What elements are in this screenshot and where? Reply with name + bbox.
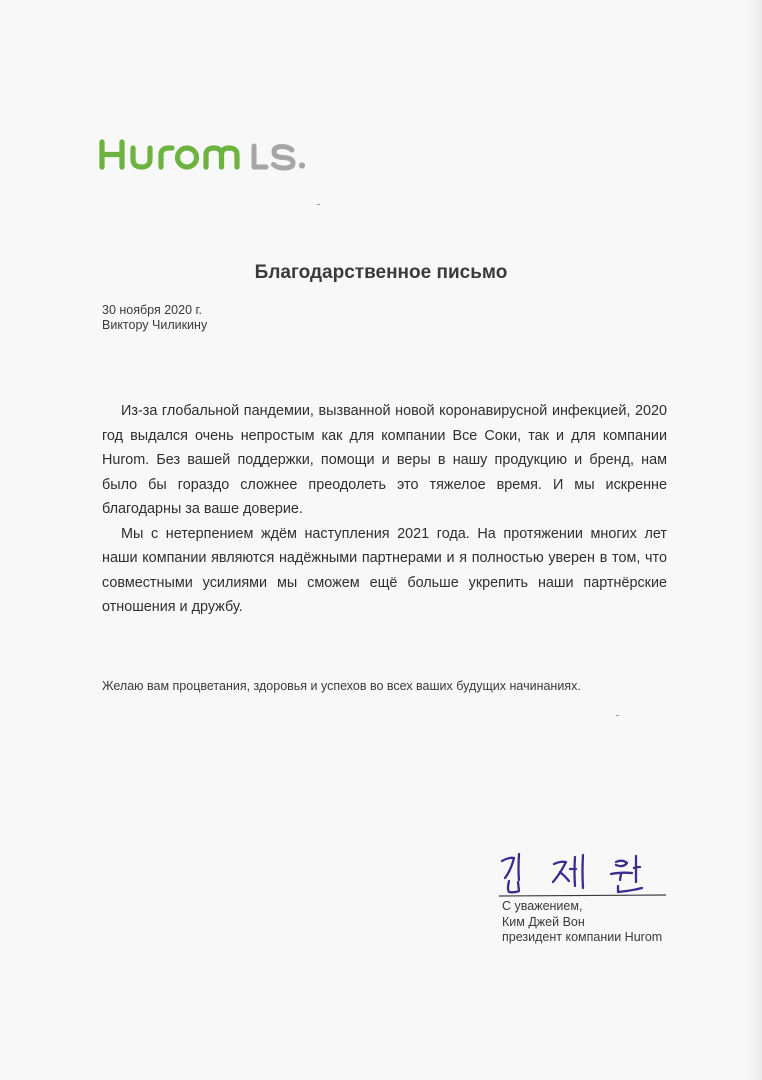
letter-header bbox=[102, 303, 207, 333]
logo-letter-h bbox=[102, 142, 122, 167]
closing: С уважением, bbox=[502, 899, 583, 913]
paper-speck bbox=[616, 715, 619, 716]
signer-name: Ким Джей Вон bbox=[502, 914, 585, 929]
hurom-logo-graphic bbox=[98, 136, 348, 176]
letter-paragraph: Мы с нетерпением ждём наступления 2021 года. На протяжении многих лет наши компании являются надёжными партнерами и я полностью уверен в том, что совместными усилиями мы сможем ещё больше укрепить наши партнёрские отношения и дружбу. bbox=[102, 525, 667, 615]
letter-paragraph: Из-за глобальной пандемии, вызванной новой коронавирусной инфекцией, 2020 год выдался очень непростым как для компании Все Соки, так и для компании Hurom. Без вашей поддержки, помощи и веры в нашу продукцию и бренд, нам было бы гораздо сложнее преодолеть это тяжелое время. И мы искренне благодарны за ваше доверие. bbox=[102, 403, 667, 517]
hurom-logo bbox=[98, 136, 348, 176]
signature-graphic bbox=[496, 848, 668, 898]
letter-recipient: Виктору Чиликину bbox=[102, 318, 208, 332]
paper-speck bbox=[317, 204, 320, 205]
letter-date: 30 ноября 2020 г. bbox=[102, 303, 202, 317]
handwritten-signature bbox=[496, 848, 668, 898]
signer-position: президент компании Hurom bbox=[502, 930, 663, 944]
letter-wish: Желаю вам процветания, здоровья и успехов во всех ваших будущих начинаниях. bbox=[102, 679, 581, 693]
letter-body bbox=[102, 399, 667, 620]
letter-title: Благодарственное письмо bbox=[254, 262, 508, 283]
signature-block bbox=[502, 899, 662, 946]
